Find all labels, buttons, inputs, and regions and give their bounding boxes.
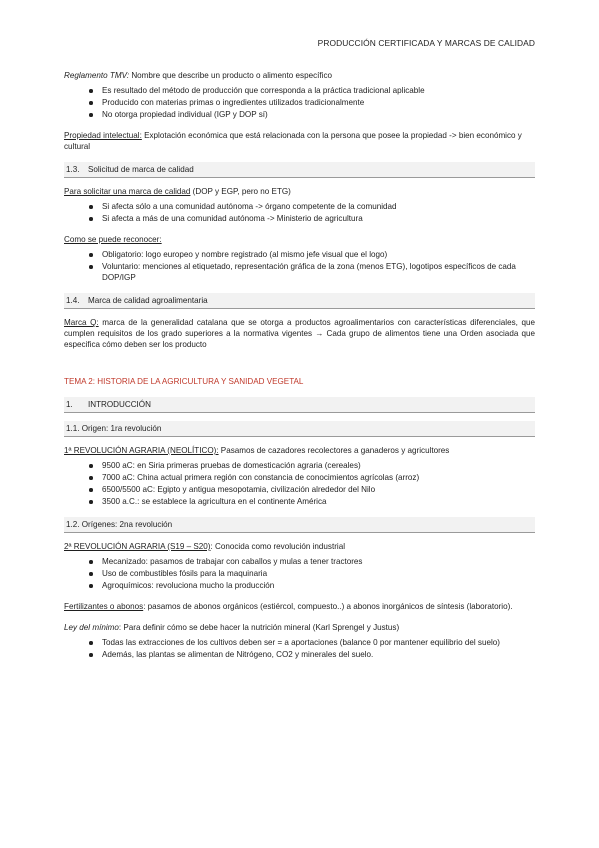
list-item: Obligatorio: logo europeo y nombre registrado (al mismo jefe visual que el logo) xyxy=(64,249,535,260)
list-item: 7000 aC: China actual primera región con constancia de conocimientos agrícolas (arroz) xyxy=(64,472,535,483)
list-item: 6500/5500 aC: Egipto y antigua mesopotamia, civilización alrededor del Nilo xyxy=(64,484,535,495)
propiedad-text: Explotación económica que está relacionada con la persona que posee la propiedad -> bien económico y cultural xyxy=(64,131,522,151)
rev1-list xyxy=(64,460,535,507)
reconocer-term: Como se puede reconocer: xyxy=(64,235,162,244)
propiedad-paragraph xyxy=(64,130,535,152)
reconocer-list xyxy=(64,249,535,283)
list-item: Todas las extracciones de los cultivos deben ser = a aportaciones (balance 0 por mantener equilibrio del suelo) xyxy=(64,637,535,648)
list-item: Agroquímicos: revoluciona mucho la producción xyxy=(64,580,535,591)
list-item: 3500 a.C.: se establece la agricultura en el continente América xyxy=(64,496,535,507)
section-heading-1: 1. INTRODUCCIÓN xyxy=(64,397,535,413)
rev2-term: 2ª REVOLUCIÓN AGRARIA (S19 – S20) xyxy=(64,542,211,551)
minimo-term: Ley del mínimo xyxy=(64,623,119,632)
section-heading-1-4: 1.4. Marca de calidad agroalimentaria xyxy=(64,293,535,309)
list-item: Si afecta sólo a una comunidad autónoma -> órgano competente de la comunidad xyxy=(64,201,535,212)
fertilizantes-text: : pasamos de abonos orgánicos (estiércol, compuesto..) a abonos inorgánicos de síntesis (laboratorio). xyxy=(143,602,513,611)
list-item: Además, las plantas se alimentan de Nitrógeno, CO2 y minerales del suelo. xyxy=(64,649,535,660)
solicitar-list xyxy=(64,201,535,224)
section-heading-1-2: 1.2. Orígenes: 2na revolución xyxy=(64,517,535,533)
rev2-list xyxy=(64,556,535,591)
solicitar-paragraph xyxy=(64,186,535,197)
page-content xyxy=(64,70,535,670)
running-header: PRODUCCIÓN CERTIFICADA Y MARCAS DE CALIDAD xyxy=(317,38,535,48)
list-item: Si afecta a más de una comunidad autónoma -> Ministerio de agricultura xyxy=(64,213,535,224)
chapter-title: TEMA 2: HISTORIA DE LA AGRICULTURA Y SANIDAD VEGETAL xyxy=(64,377,304,386)
propiedad-term: Propiedad intelectual: xyxy=(64,131,142,140)
list-item: 9500 aC: en Siria primeras pruebas de domesticación agraria (cereales) xyxy=(64,460,535,471)
fertilizantes-paragraph xyxy=(64,601,535,612)
minimo-list xyxy=(64,637,535,660)
marcaq-term: Marca Q: xyxy=(64,318,99,327)
list-item: Mecanizado: pasamos de trabajar con caballos y mulas a tener tractores xyxy=(64,556,535,567)
list-item: Voluntario: menciones al etiquetado, representación gráfica de la zona (menos ETG), logotipos específicos de cada DOP/IGP xyxy=(64,261,535,283)
list-item: No otorga propiedad individual (IGP y DOP sí) xyxy=(64,109,535,120)
rev2-text: : Conocida como revolución industrial xyxy=(210,542,346,551)
minimo-text: : Para definir cómo se debe hacer la nutrición mineral (Karl Sprengel y Justus) xyxy=(118,623,400,632)
marcaq-text: marca de la generalidad catalana que se otorga a productos agroalimentarios con características diferenciales, que cumplen requisitos de los grado superiores a la normativa vigentes → Cada grupo de alimentos tiene una Orden asociada que especifica cómo deben ser los producto xyxy=(64,318,535,349)
reglamento-text: Nombre que describe un producto o alimento específico xyxy=(129,71,332,80)
rev2-paragraph xyxy=(64,541,535,552)
reconocer-paragraph xyxy=(64,234,535,245)
solicitar-term: Para solicitar una marca de calidad xyxy=(64,187,191,196)
section-heading-1-3: 1.3. Solicitud de marca de calidad xyxy=(64,162,535,178)
solicitar-text: (DOP y EGP, pero no ETG) xyxy=(190,187,291,196)
fertilizantes-term: Fertilizantes o abonos xyxy=(64,602,144,611)
list-item: Uso de combustibles fósils para la maquinaria xyxy=(64,568,535,579)
reglamento-list xyxy=(64,85,535,120)
rev1-term: 1ª REVOLUCIÓN AGRARIA (NEOLÍTICO): xyxy=(64,446,219,455)
marcaq-paragraph xyxy=(64,317,535,350)
rev1-paragraph xyxy=(64,445,535,456)
section-heading-1-1: 1.1. Origen: 1ra revolución xyxy=(64,421,535,437)
minimo-paragraph xyxy=(64,622,535,633)
reglamento-term: Reglamento TMV: xyxy=(64,71,130,80)
reglamento-paragraph xyxy=(64,70,535,81)
rev1-text: Pasamos de cazadores recolectores a ganaderos y agricultores xyxy=(218,446,450,455)
list-item: Producido con materias primas o ingredientes utilizados tradicionalmente xyxy=(64,97,535,108)
list-item: Es resultado del método de producción que corresponda a la práctica tradicional aplicable xyxy=(64,85,535,96)
